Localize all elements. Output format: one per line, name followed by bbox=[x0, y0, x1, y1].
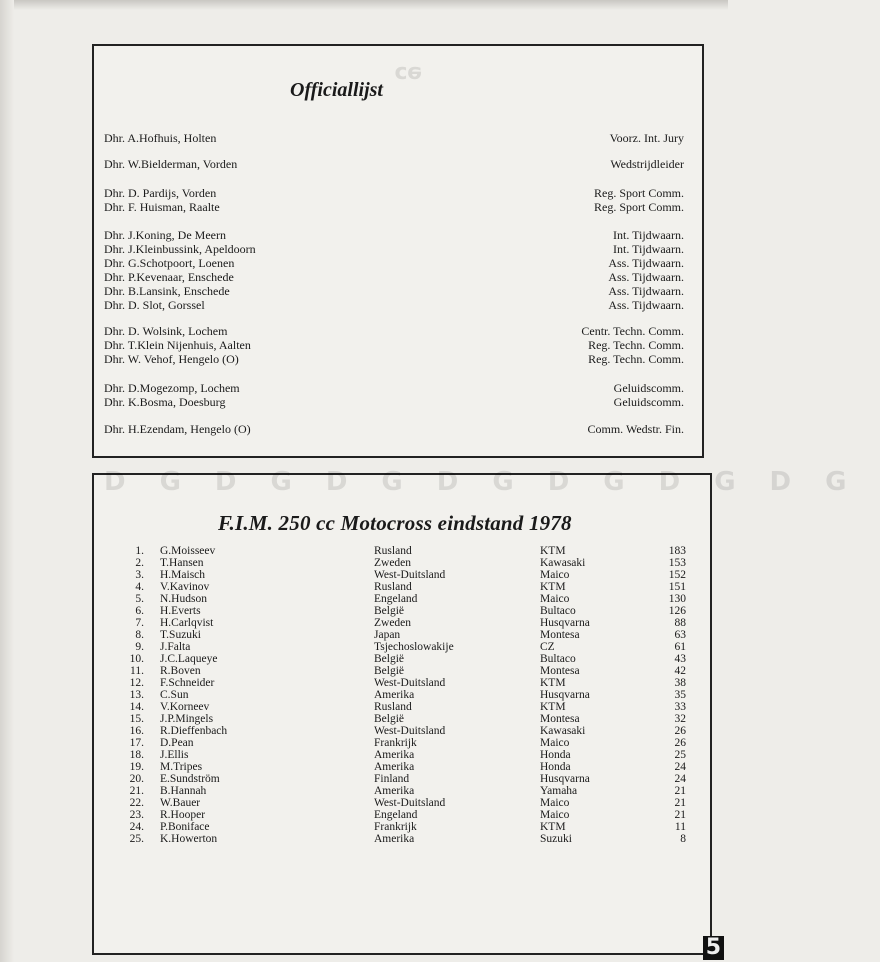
motorcycle-make: Honda bbox=[540, 761, 571, 773]
table-row bbox=[94, 605, 710, 617]
table-row bbox=[94, 737, 710, 749]
official-role: Int. Tijdwaarn. bbox=[612, 228, 684, 242]
points: 126 bbox=[668, 605, 686, 617]
official-row bbox=[94, 381, 702, 395]
position: 22. bbox=[129, 797, 144, 809]
official-name: Dhr. G.Schotpoort, Loenen bbox=[104, 256, 235, 270]
table-row bbox=[94, 713, 710, 725]
points: 42 bbox=[674, 665, 686, 677]
rider-name: H.Carlqvist bbox=[160, 617, 214, 629]
official-row bbox=[94, 270, 702, 284]
points: 26 bbox=[674, 725, 686, 737]
official-row bbox=[94, 131, 702, 145]
official-name: Dhr. B.Lansink, Enschede bbox=[104, 284, 230, 298]
official-role: Int. Tijdwaarn. bbox=[612, 242, 684, 256]
official-name: Dhr. P.Kevenaar, Enschede bbox=[104, 270, 234, 284]
points: 25 bbox=[674, 749, 686, 761]
points: 43 bbox=[674, 653, 686, 665]
rider-country: Tsjechoslowakije bbox=[374, 641, 454, 653]
official-role: Geluidscomm. bbox=[613, 381, 684, 395]
rider-name: J.P.Mingels bbox=[160, 713, 214, 725]
rider-country: Frankrijk bbox=[374, 821, 417, 833]
position: 5. bbox=[135, 593, 144, 605]
rider-country: Amerika bbox=[374, 761, 415, 773]
rider-name: M.Tripes bbox=[160, 761, 203, 773]
official-row bbox=[94, 200, 702, 214]
rider-name: J.C.Laqueye bbox=[160, 653, 218, 665]
position: 13. bbox=[129, 689, 144, 701]
motorcycle-make: CZ bbox=[540, 641, 555, 653]
position: 6. bbox=[135, 605, 144, 617]
official-role: Voorz. Int. Jury bbox=[609, 131, 684, 145]
motorcycle-make: Kawasaki bbox=[540, 557, 586, 569]
rider-country: België bbox=[374, 605, 405, 617]
position: 10. bbox=[129, 653, 144, 665]
points: 11 bbox=[674, 821, 686, 833]
official-row bbox=[94, 338, 702, 352]
table-row bbox=[94, 665, 710, 677]
official-role: Reg. Techn. Comm. bbox=[588, 352, 684, 366]
motorcycle-make: Husqvarna bbox=[540, 617, 590, 629]
motorcycle-make: Husqvarna bbox=[540, 773, 590, 785]
points: 8 bbox=[680, 833, 686, 845]
rider-name: V.Kavinov bbox=[160, 581, 210, 593]
official-name: Dhr. H.Ezendam, Hengelo (O) bbox=[104, 422, 251, 436]
position: 16. bbox=[129, 725, 144, 737]
motorcycle-make: Bultaco bbox=[540, 653, 576, 665]
official-name: Dhr. D.Mogezomp, Lochem bbox=[104, 381, 240, 395]
motorcycle-make: Bultaco bbox=[540, 605, 576, 617]
official-role: Reg. Sport Comm. bbox=[593, 200, 684, 214]
rider-country: West-Duitsland bbox=[374, 677, 446, 689]
position: 15. bbox=[129, 713, 144, 725]
rider-name: T.Hansen bbox=[160, 557, 204, 569]
rider-country: Frankrijk bbox=[374, 737, 417, 749]
rider-name: C.Sun bbox=[160, 689, 189, 701]
motorcycle-make: Kawasaki bbox=[540, 725, 586, 737]
rider-country: België bbox=[374, 665, 405, 677]
table-row bbox=[94, 821, 710, 833]
position: 1. bbox=[135, 545, 144, 557]
rider-name: J.Falta bbox=[160, 641, 191, 653]
rider-name: R.Dieffenbach bbox=[160, 725, 228, 737]
points: 24 bbox=[674, 773, 686, 785]
points: 63 bbox=[674, 629, 686, 641]
rider-name: J.Ellis bbox=[160, 749, 189, 761]
standings-panel bbox=[92, 467, 880, 955]
position: 12. bbox=[129, 677, 144, 689]
table-row bbox=[94, 617, 710, 629]
page-number: 5 bbox=[703, 936, 724, 960]
official-name: Dhr. J.Koning, De Meern bbox=[104, 228, 226, 242]
rider-name: N.Hudson bbox=[160, 593, 207, 605]
rider-name: H.Maisch bbox=[160, 569, 206, 581]
rider-name: K.Howerton bbox=[160, 833, 218, 845]
position: 19. bbox=[129, 761, 144, 773]
table-row bbox=[94, 629, 710, 641]
motorcycle-make: Husqvarna bbox=[540, 689, 590, 701]
rider-country: West-Duitsland bbox=[374, 725, 446, 737]
motorcycle-make: Maico bbox=[540, 569, 570, 581]
officials-title: Officiallijst bbox=[290, 79, 383, 101]
position: 23. bbox=[129, 809, 144, 821]
rider-country: Zweden bbox=[374, 557, 412, 569]
points: 38 bbox=[674, 677, 686, 689]
points: 24 bbox=[674, 761, 686, 773]
position: 24. bbox=[129, 821, 144, 833]
position: 21. bbox=[129, 785, 144, 797]
motorcycle-make: Montesa bbox=[540, 629, 580, 641]
points: 35 bbox=[674, 689, 686, 701]
official-row bbox=[94, 228, 702, 242]
table-row bbox=[94, 833, 710, 845]
rider-country: West-Duitsland bbox=[374, 569, 446, 581]
motorcycle-make: Maico bbox=[540, 737, 570, 749]
table-row bbox=[94, 701, 710, 713]
official-name: Dhr. K.Bosma, Doesburg bbox=[104, 395, 226, 409]
rider-country: Amerika bbox=[374, 785, 415, 797]
table-row bbox=[94, 725, 710, 737]
rider-country: Rusland bbox=[374, 701, 412, 713]
official-row bbox=[94, 186, 702, 200]
points: 33 bbox=[674, 701, 686, 713]
position: 14. bbox=[129, 701, 144, 713]
official-name: Dhr. T.Klein Nijenhuis, Aalten bbox=[104, 338, 251, 352]
table-row bbox=[94, 773, 710, 785]
rider-country: Japan bbox=[374, 629, 401, 641]
bleed-through-logo-row: DGDGDGDGDGDGDG bbox=[104, 467, 880, 497]
rider-name: W.Bauer bbox=[160, 797, 201, 809]
table-row bbox=[94, 677, 710, 689]
points: 21 bbox=[674, 785, 686, 797]
table-row bbox=[94, 545, 710, 557]
bleed-through-text: ǝɔ bbox=[394, 60, 422, 85]
table-row bbox=[94, 761, 710, 773]
position: 3. bbox=[135, 569, 144, 581]
motorcycle-make: Maico bbox=[540, 593, 570, 605]
position: 17. bbox=[129, 737, 144, 749]
points: 26 bbox=[674, 737, 686, 749]
official-row bbox=[94, 284, 702, 298]
points: 61 bbox=[674, 641, 686, 653]
official-role: Wedstrijdleider bbox=[610, 157, 684, 171]
official-row bbox=[94, 352, 702, 366]
rider-country: Engeland bbox=[374, 593, 418, 605]
table-row bbox=[94, 809, 710, 821]
officials-panel bbox=[92, 44, 704, 458]
official-role: Reg. Sport Comm. bbox=[593, 186, 684, 200]
table-row bbox=[94, 749, 710, 761]
rider-country: Rusland bbox=[374, 581, 412, 593]
motorcycle-make: KTM bbox=[540, 701, 566, 713]
motorcycle-make: Honda bbox=[540, 749, 571, 761]
points: 88 bbox=[674, 617, 686, 629]
official-name: Dhr. A.Hofhuis, Holten bbox=[104, 131, 217, 145]
points: 21 bbox=[674, 809, 686, 821]
rider-country: Amerika bbox=[374, 833, 415, 845]
table-row bbox=[94, 581, 710, 593]
position: 9. bbox=[135, 641, 144, 653]
official-name: Dhr. J.Kleinbussink, Apeldoorn bbox=[104, 242, 256, 256]
table-row bbox=[94, 785, 710, 797]
rider-country: West-Duitsland bbox=[374, 797, 446, 809]
official-name: Dhr. D. Wolsink, Lochem bbox=[104, 324, 228, 338]
official-name: Dhr. D. Pardijs, Vorden bbox=[104, 186, 217, 200]
standings-title: F.I.M. 250 cc Motocross eindstand 1978 bbox=[218, 511, 572, 535]
official-row bbox=[94, 298, 702, 312]
position: 2. bbox=[135, 557, 144, 569]
motorcycle-make: Montesa bbox=[540, 713, 580, 725]
official-role: Ass. Tijdwaarn. bbox=[608, 284, 684, 298]
rider-country: Amerika bbox=[374, 749, 415, 761]
motorcycle-make: Maico bbox=[540, 809, 570, 821]
official-row bbox=[94, 256, 702, 270]
page-top-edge bbox=[0, 0, 728, 10]
rider-country: Rusland bbox=[374, 545, 412, 557]
official-role: Centr. Techn. Comm. bbox=[581, 324, 684, 338]
points: 153 bbox=[668, 557, 686, 569]
motorcycle-make: KTM bbox=[540, 581, 566, 593]
position: 11. bbox=[130, 665, 144, 677]
official-role: Comm. Wedstr. Fin. bbox=[587, 422, 684, 436]
position: 8. bbox=[135, 629, 144, 641]
official-role: Ass. Tijdwaarn. bbox=[608, 298, 684, 312]
official-row bbox=[94, 324, 702, 338]
rider-name: R.Hooper bbox=[160, 809, 206, 821]
table-row bbox=[94, 689, 710, 701]
rider-name: H.Everts bbox=[160, 605, 201, 617]
motorcycle-make: KTM bbox=[540, 677, 566, 689]
motorcycle-make: KTM bbox=[540, 545, 566, 557]
official-name: Dhr. W. Vehof, Hengelo (O) bbox=[104, 352, 239, 366]
official-row bbox=[94, 157, 702, 171]
motorcycle-make: Montesa bbox=[540, 665, 580, 677]
rider-name: R.Boven bbox=[160, 665, 201, 677]
position: 7. bbox=[135, 617, 144, 629]
rider-name: F.Schneider bbox=[160, 677, 215, 689]
points: 152 bbox=[668, 569, 686, 581]
official-role: Ass. Tijdwaarn. bbox=[608, 256, 684, 270]
official-name: Dhr. W.Bielderman, Vorden bbox=[104, 157, 238, 171]
rider-name: V.Korneev bbox=[160, 701, 210, 713]
rider-name: G.Moisseev bbox=[160, 545, 216, 557]
official-role: Ass. Tijdwaarn. bbox=[608, 270, 684, 284]
rider-country: Zweden bbox=[374, 617, 412, 629]
points: 32 bbox=[674, 713, 686, 725]
table-row bbox=[94, 593, 710, 605]
official-row bbox=[94, 422, 702, 436]
rider-name: B.Hannah bbox=[160, 785, 207, 797]
points: 151 bbox=[668, 581, 686, 593]
rider-country: Amerika bbox=[374, 689, 415, 701]
official-role: Geluidscomm. bbox=[613, 395, 684, 409]
position: 18. bbox=[129, 749, 144, 761]
official-row bbox=[94, 242, 702, 256]
rider-country: België bbox=[374, 713, 405, 725]
table-row bbox=[94, 797, 710, 809]
motorcycle-make: Yamaha bbox=[540, 785, 578, 797]
table-row bbox=[94, 557, 710, 569]
points: 130 bbox=[668, 593, 686, 605]
position: 25. bbox=[129, 833, 144, 845]
motorcycle-make: KTM bbox=[540, 821, 566, 833]
motorcycle-make: Maico bbox=[540, 797, 570, 809]
page-left-shadow bbox=[0, 0, 14, 962]
points: 183 bbox=[668, 545, 686, 557]
rider-country: Finland bbox=[374, 773, 410, 785]
official-name: Dhr. F. Huisman, Raalte bbox=[104, 200, 220, 214]
rider-name: D.Pean bbox=[160, 737, 194, 749]
rider-country: Engeland bbox=[374, 809, 418, 821]
table-row bbox=[94, 653, 710, 665]
motorcycle-make: Suzuki bbox=[540, 833, 572, 845]
rider-name: E.Sundström bbox=[160, 773, 220, 785]
rider-country: België bbox=[374, 653, 405, 665]
official-name: Dhr. D. Slot, Gorssel bbox=[104, 298, 205, 312]
official-role: Reg. Techn. Comm. bbox=[588, 338, 684, 352]
table-row bbox=[94, 569, 710, 581]
position: 20. bbox=[129, 773, 144, 785]
rider-name: T.Suzuki bbox=[160, 629, 201, 641]
official-row bbox=[94, 395, 702, 409]
table-row bbox=[94, 641, 710, 653]
position: 4. bbox=[135, 581, 144, 593]
points: 21 bbox=[674, 797, 686, 809]
rider-name: P.Boniface bbox=[160, 821, 210, 833]
